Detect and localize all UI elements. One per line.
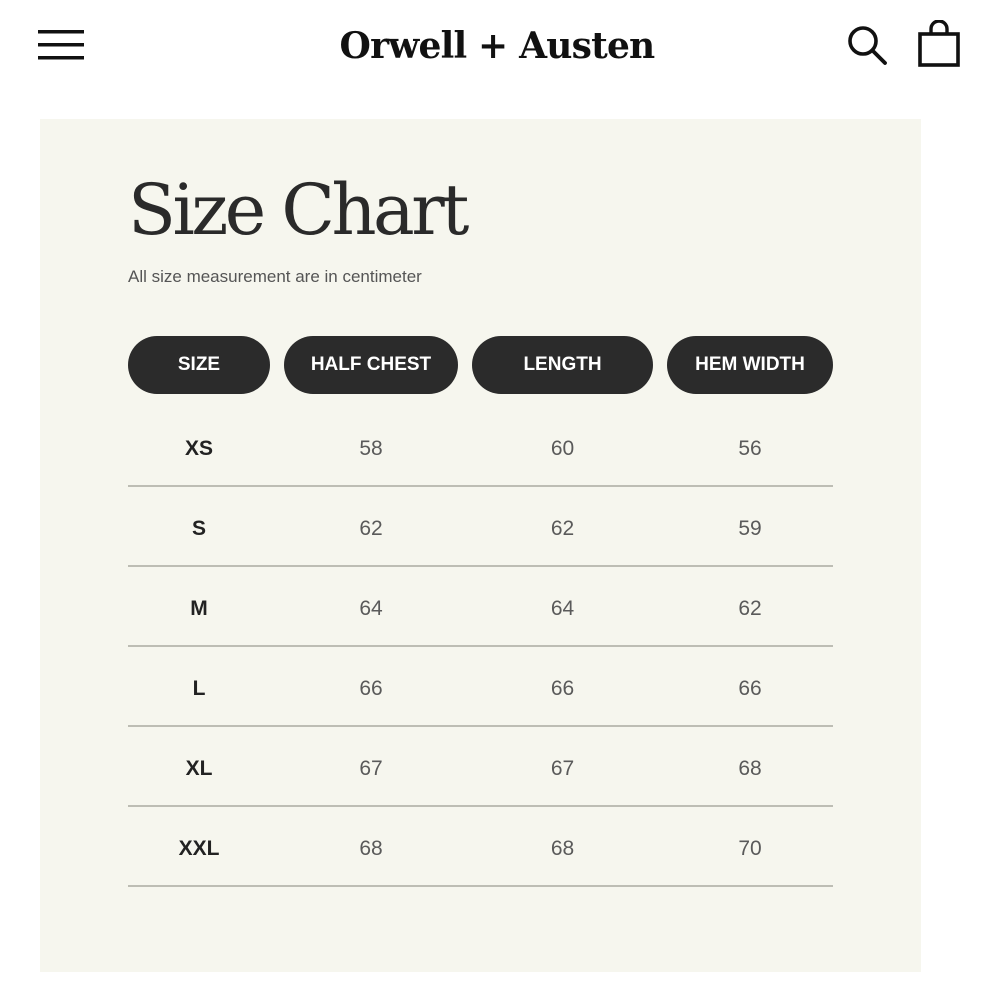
size-cell: S (191, 517, 206, 540)
site-header (0, 0, 1000, 96)
size-cell: XS (184, 437, 213, 460)
size-chart-subtitle: All size measurement are in centimeter (128, 267, 422, 286)
size-cell: XL (185, 757, 213, 780)
hem-width-cell: 62 (738, 597, 762, 620)
length-cell: 66 (550, 677, 575, 700)
shopping-bag-icon[interactable] (916, 20, 962, 68)
size-chart-title: Size Chart (128, 169, 466, 251)
size-cell: M (190, 597, 208, 620)
table-row (128, 565, 833, 647)
hem-width-cell: 56 (738, 437, 762, 460)
hem-width-cell: 68 (738, 757, 762, 780)
column-header-hem-width: HEM WIDTH (667, 336, 833, 394)
length-cell: 67 (550, 757, 575, 780)
table-row (128, 645, 833, 727)
length-cell: 60 (550, 437, 575, 460)
size-chart-panel (40, 119, 921, 972)
column-header-half-chest: HALF CHEST (284, 336, 458, 394)
table-row (128, 405, 833, 487)
column-header-length: LENGTH (472, 336, 653, 394)
half-chest-cell: 66 (359, 677, 383, 700)
half-chest-cell: 68 (359, 837, 383, 860)
length-cell: 68 (550, 837, 575, 860)
table-row (128, 725, 833, 807)
column-header-size: SIZE (128, 336, 270, 394)
size-cell: XXL (178, 837, 220, 860)
hem-width-cell: 66 (738, 677, 762, 700)
half-chest-cell: 58 (359, 437, 383, 460)
search-icon[interactable] (846, 24, 888, 66)
length-cell: 62 (550, 517, 575, 540)
hem-width-cell: 59 (738, 517, 762, 540)
brand-logo[interactable]: Orwell + Austen (339, 25, 655, 67)
length-cell: 64 (550, 597, 575, 620)
half-chest-cell: 64 (359, 597, 383, 620)
size-cell: L (192, 677, 206, 700)
table-row (128, 805, 833, 887)
half-chest-cell: 67 (359, 757, 383, 780)
hem-width-cell: 70 (738, 837, 762, 860)
table-row (128, 485, 833, 567)
half-chest-cell: 62 (359, 517, 383, 540)
